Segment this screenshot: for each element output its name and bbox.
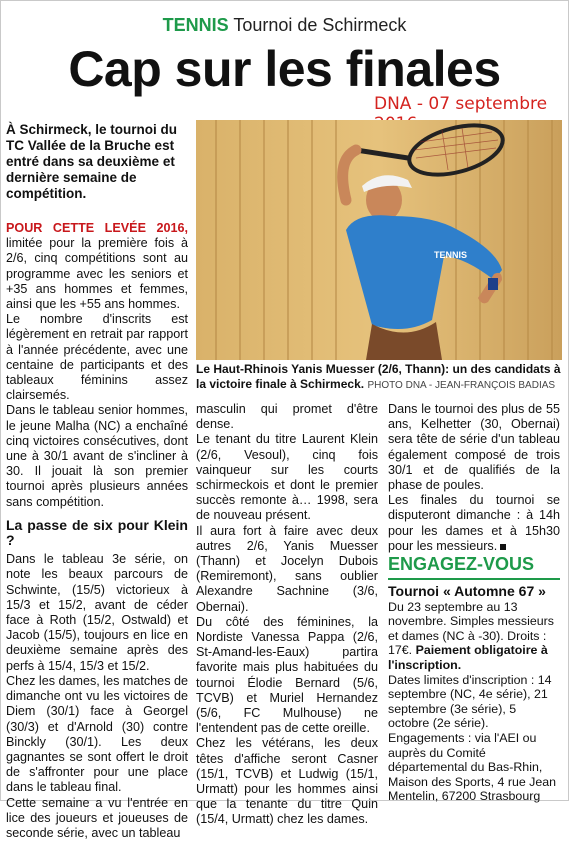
headline: Cap sur les finales: [68, 41, 501, 97]
payment-note: Paiement obligatoire à l'inscription.: [388, 643, 548, 672]
paragraph: Engagements : via l'AEI ou auprès du Comité départemental du Bas-Rhin, Maison des Sports, 4 rue Jean Mentelin, 67200 Strasbourg: [388, 730, 557, 804]
paragraph: Du côté des féminines, la Nordiste Vanessa Pappa (2/6, St-Amand-les-Eaux) partira favorite mais plus habituées du tournoi Élodie Bernard (5/6, TCVB) et Muriel Hernandez (5/6, FC Mulhouse) ne l'entendent pas de cette oreille.: [196, 614, 378, 736]
paragraph: Dans le tournoi des plus de 55 ans, Kelhetter (30, Obernai) sera tête de série d'un tableau également composé de trois 30/1 et de qualifiés de la phase de poules.: [388, 402, 560, 493]
paragraph: Dans le tableau 3e série, on note les beaux parcours de Schwinte, (15/5) victorieux à 15/3 et 15/2, avant de céder face à Roth (15/2, Ostwald) et Jacob (15/5), toujours en lice en deuxième semaine après des perfs à 15/4, 15/3 et 15/2.: [6, 552, 188, 673]
section-label: TENNIS: [162, 15, 229, 35]
engage-box: [388, 584, 560, 804]
column-1: [6, 221, 188, 841]
paragraph: masculin qui promet d'être dense.: [196, 402, 378, 432]
lead-in: POUR CETTE LEVÉE 2016,: [6, 221, 188, 235]
paragraph: Chez les dames, les matches de dimanche ont vu les victoires de Diem (30/1) face à Georgel (30/3) et d'Arnold (30) contre Binckly (30/1). Les deux gagnantes se sont offert le droit de s'affronter pour une place dans le tableau final.: [6, 673, 188, 795]
intro-paragraph: À Schirmeck, le tournoi du TC Vallée de la Bruche est entré dans sa deuxième et dernière semaine de compétition.: [6, 122, 178, 201]
tennis-player-image: [196, 120, 562, 360]
paragraph: Il aura fort à faire avec deux autres 2/6, Yanis Muesser (Thann) et Jocelyn Dubois (Remiremont), sans oublier Alexandre Sachnine (3/6, Obernai).: [196, 523, 378, 614]
paragraph: POUR CETTE LEVÉE 2016, limitée pour la première fois à 2/6, cinq compétitions sont au programme avec les seniors et +35 ans hommes et femmes, ainsi que les +55 ans hommes.: [6, 221, 188, 312]
paragraph: Chez les vétérans, les deux têtes d'affiche seront Casner (15/1, TCVB) et Ludwig (15/1, Urmatt) pour les hommes ainsi que la tenante du titre Quin (15/4, Urmatt) chez les dames.: [196, 736, 378, 827]
column-3: [388, 402, 560, 554]
article-photo: [196, 120, 562, 360]
subheading: La passe de six pour Klein ?: [6, 516, 188, 549]
paragraph: Les finales du tournoi se disputeront dimanche : à 14h pour les dames et à 15h30 pour les messieurs.: [388, 493, 560, 553]
engage-box-title: ENGAGEZ-VOUS: [388, 554, 535, 574]
photo-credit: PHOTO DNA - JEAN-FRANÇOIS BADIAS: [367, 380, 556, 391]
engage-divider: [388, 578, 560, 580]
article-kicker: [0, 14, 569, 36]
source-date-stamp: DNA - 07 septembre: [374, 94, 548, 114]
paragraph: Cette semaine a vu l'entrée en lice des joueurs et joueuses de seconde série, avec un tableau: [6, 795, 188, 840]
kicker-subtitle: Tournoi de Schirmeck: [233, 15, 407, 35]
paragraph: Du 23 septembre au 13 novembre. Simples messieurs et dames (NC à -30). Droits : 17€. Paiement obligatoire à l'inscription.: [388, 599, 554, 672]
end-mark-icon: [500, 544, 506, 550]
photo-caption: [196, 362, 562, 393]
paragraph: Dates limites d'inscription : 14 septembre (NC, 4e série), 21 septembre (3e série), 5 octobre (2e série).: [388, 672, 552, 731]
tournament-name: Tournoi « Automne 67 »: [388, 583, 546, 599]
caption-text: Le Haut-Rhinois Yanis Muesser (2/6, Thann): un des candidats à la victoire finale à Schirmeck.: [196, 362, 561, 391]
paragraph: Le nombre d'inscrits est légèrement en retrait par rapport à l'année précédente, avec une centaine de participants et des tableaux féminins assez clairsemés.: [6, 312, 188, 403]
paragraph: Dans le tableau senior hommes, le jeune Malha (NC) a enchaîné cinq victoires consécutives, dont une à 30/1 avant de s'incliner à 30. Il jouait là son premier tournoi après plusieurs années sans compétition.: [6, 403, 188, 509]
column-2: [196, 402, 378, 828]
shirt-print: TENNIS: [434, 250, 468, 260]
paragraph: Le tenant du titre Laurent Klein (2/6, Vesoul), cinq fois vainqueur sur les courts schirmeckois et dont le premier succès remonte à… 1998, sera de nouveau présent.: [196, 432, 378, 523]
